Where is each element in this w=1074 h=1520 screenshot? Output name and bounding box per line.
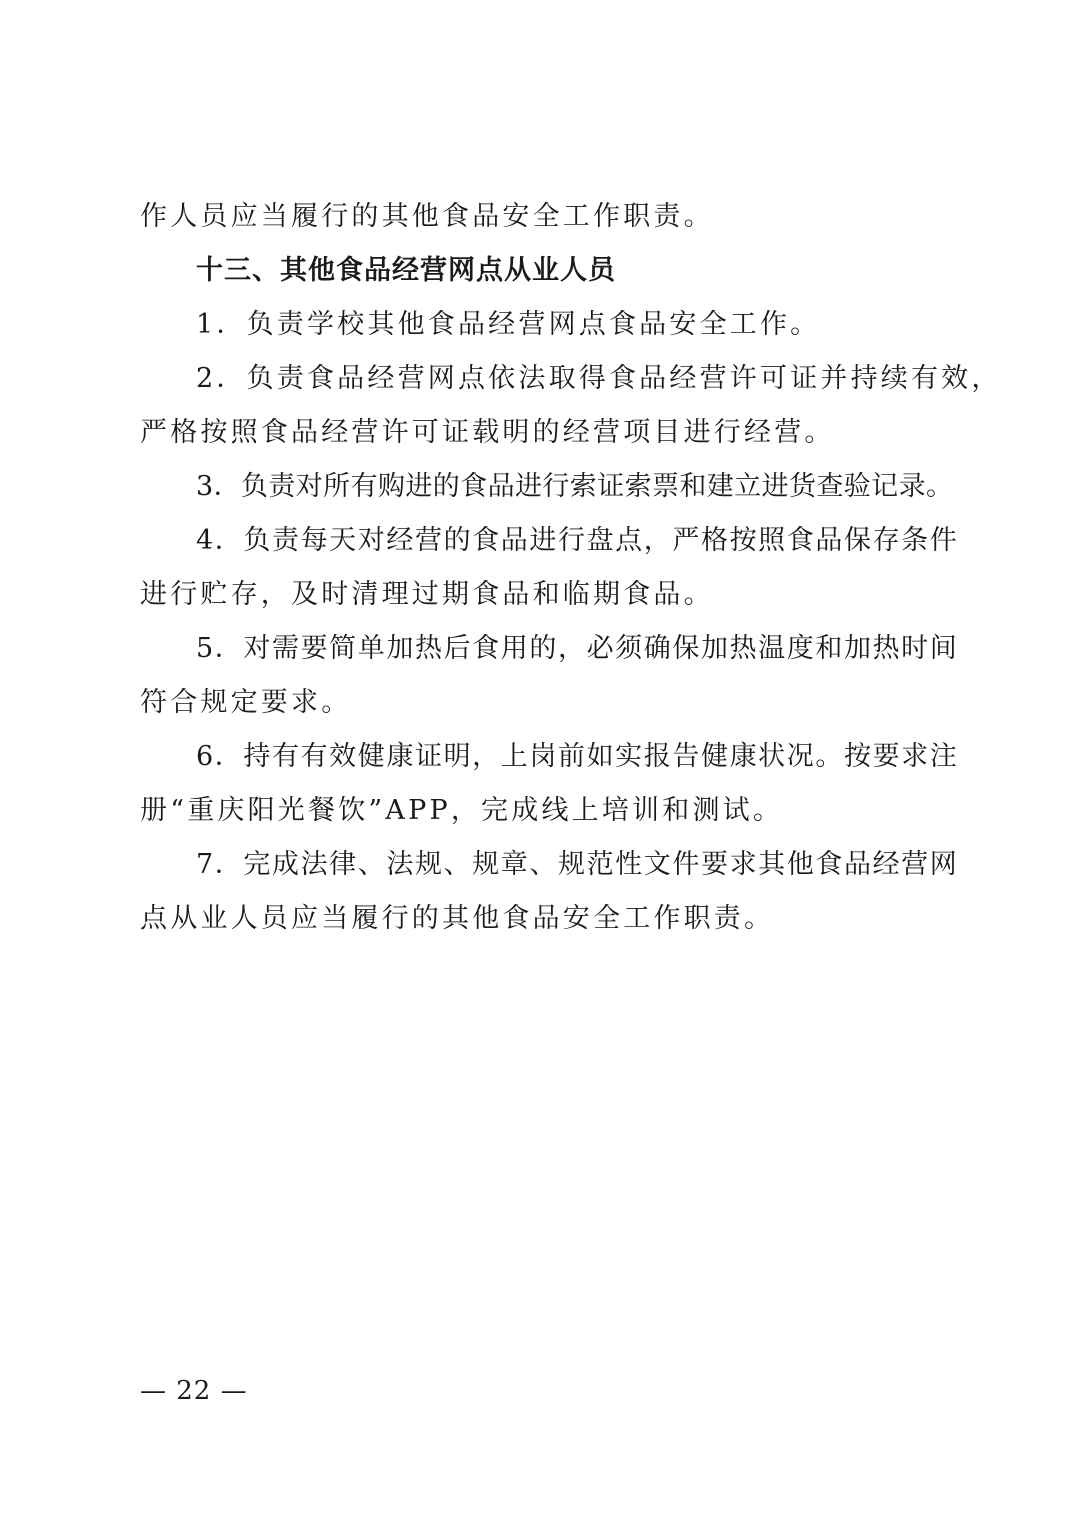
item-2-line-2: 严格按照食品经营许可证载明的经营项目进行经营。	[140, 417, 835, 448]
paragraph-continuation-line: 作人员应当履行的其他食品安全工作职责。	[140, 201, 714, 232]
item-4-line-1: 4．负责每天对经营的食品进行盘点，严格按照食品保存条件	[196, 525, 959, 556]
item-6-line-2: 册“重庆阳光餐饮”APP，完成线上培训和测试。	[140, 795, 784, 826]
item-6-line-1: 6．持有有效健康证明，上岗前如实报告健康状况。按要求注	[196, 741, 959, 772]
item-7-line-1: 7．完成法律、法规、规章、规范性文件要求其他食品经营网	[196, 849, 959, 880]
item-7-line-2: 点从业人员应当履行的其他食品安全工作职责。	[140, 903, 775, 934]
item-4-line-2: 进行贮存，及时清理过期食品和临期食品。	[140, 579, 714, 610]
item-2-line-1: 2．负责食品经营网点依法取得食品经营许可证并持续有效，	[196, 363, 1002, 394]
item-3-line: 3．负责对所有购进的食品进行索证索票和建立进货查验记录。	[196, 471, 954, 502]
item-5-line-2: 符合规定要求。	[140, 687, 352, 718]
item-1-line: 1．负责学校其他食品经营网点食品安全工作。	[196, 309, 821, 340]
section-heading: 十三、其他食品经营网点从业人员	[196, 255, 616, 286]
item-5-line-1: 5．对需要简单加热后食用的，必须确保加热温度和加热时间	[196, 633, 959, 664]
document-body	[140, 190, 1002, 946]
page-number: — 22 —	[140, 1376, 248, 1406]
